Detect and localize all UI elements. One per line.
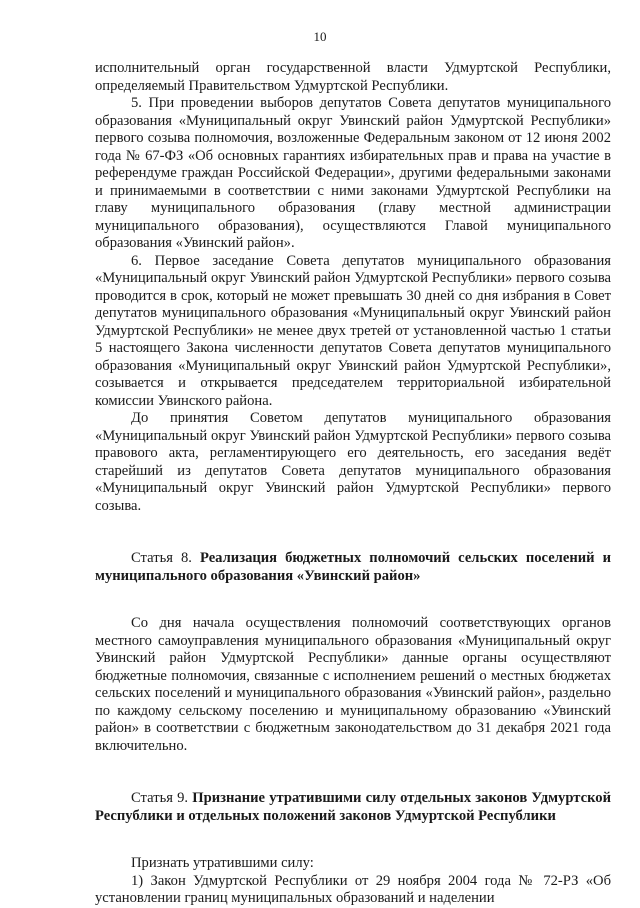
article-8-title: Реализация бюджетных полномочий сельских поселений и муниципального образования «Увинский район» — [95, 550, 612, 584]
article-9-heading — [95, 790, 611, 825]
article-8-text: Со дня начала осуществления полномочий соответствующих органов местного самоуправления муниципального образования «Муниципальный округ Увинский район Удмуртской Республики» данные органы осуществляют бюджетные полномочия, связанные с исполнением решений о местных бюджетах сельских поселений и муниципального образования «Увинский район», раздельно по каждому сельскому поселению и муниципальному образованию «Увинский район» в соответствии с бюджетным законодательством до 31 декабря 2021 года включительно. — [95, 615, 611, 754]
article-8-heading — [95, 550, 611, 585]
article-9-label: Статья 9. — [131, 790, 189, 806]
document-body — [95, 60, 611, 908]
article-9-item-1: 1) Закон Удмуртской Республики от 29 ноября 2004 года № 72-РЗ «Об установлении границ муниципальных образований и наделении — [95, 872, 611, 906]
paragraph-item-5: 5. При проведении выборов депутатов Совета депутатов муниципального образования «Муниципальный округ Увинский район Удмуртской Республики» первого созыва полномочия, возложенные Федеральным законом от 12 июня 2002 года № 67-ФЗ «Об основных гарантиях избирательных прав и права на участие в референдуме граждан Российской Федерации», другими федеральными законами и принимаемыми в соответствии с ними законами Удмуртской Республики на главу муниципального образования (главу местной администрации муниципального образования), осуществляются Главой муниципального образования «Увинский район». — [95, 95, 611, 251]
paragraph-item-6: 6. Первое заседание Совета депутатов муниципального образования «Муниципальный округ Увинский район Удмуртской Республики» первого созыва проводится в срок, который не может превышать 30 дней со дня избрания в Совет депутатов муниципального образования «Муниципальный округ Увинский район Удмуртской Республики» не менее двух третей от установленной частью 1 статьи 5 настоящего Закона численности депутатов Совета депутатов муниципального образования «Муниципальный округ Увинский район Удмуртской Республики», созывается и открывается председателем территориальной избирательной комиссии Увинского района. — [95, 252, 611, 409]
article-9-intro: Признать утратившими силу: — [131, 855, 314, 871]
article-9-title: Признание утратившими силу отдельных законов Удмуртской Республики и отдельных положений законов Удмуртской Республики — [95, 790, 611, 824]
page-number: 10 — [313, 29, 327, 44]
paragraph-continuation: исполнительный орган государственной власти Удмуртской Республики, определяемый Правительством Удмуртской Республики. — [95, 60, 611, 94]
paragraph-item-6-continued: До принятия Советом депутатов муниципального образования «Муниципальный округ Увинский район Удмуртской Республики» первого созыва правового акта, регламентирующего его деятельность, его заседания ведёт старейший из депутатов Совета депутатов муниципального образования «Муниципальный округ Увинский район Удмуртской Республики» первого созыва. — [95, 410, 611, 514]
article-8-label: Статья 8. — [131, 550, 192, 566]
